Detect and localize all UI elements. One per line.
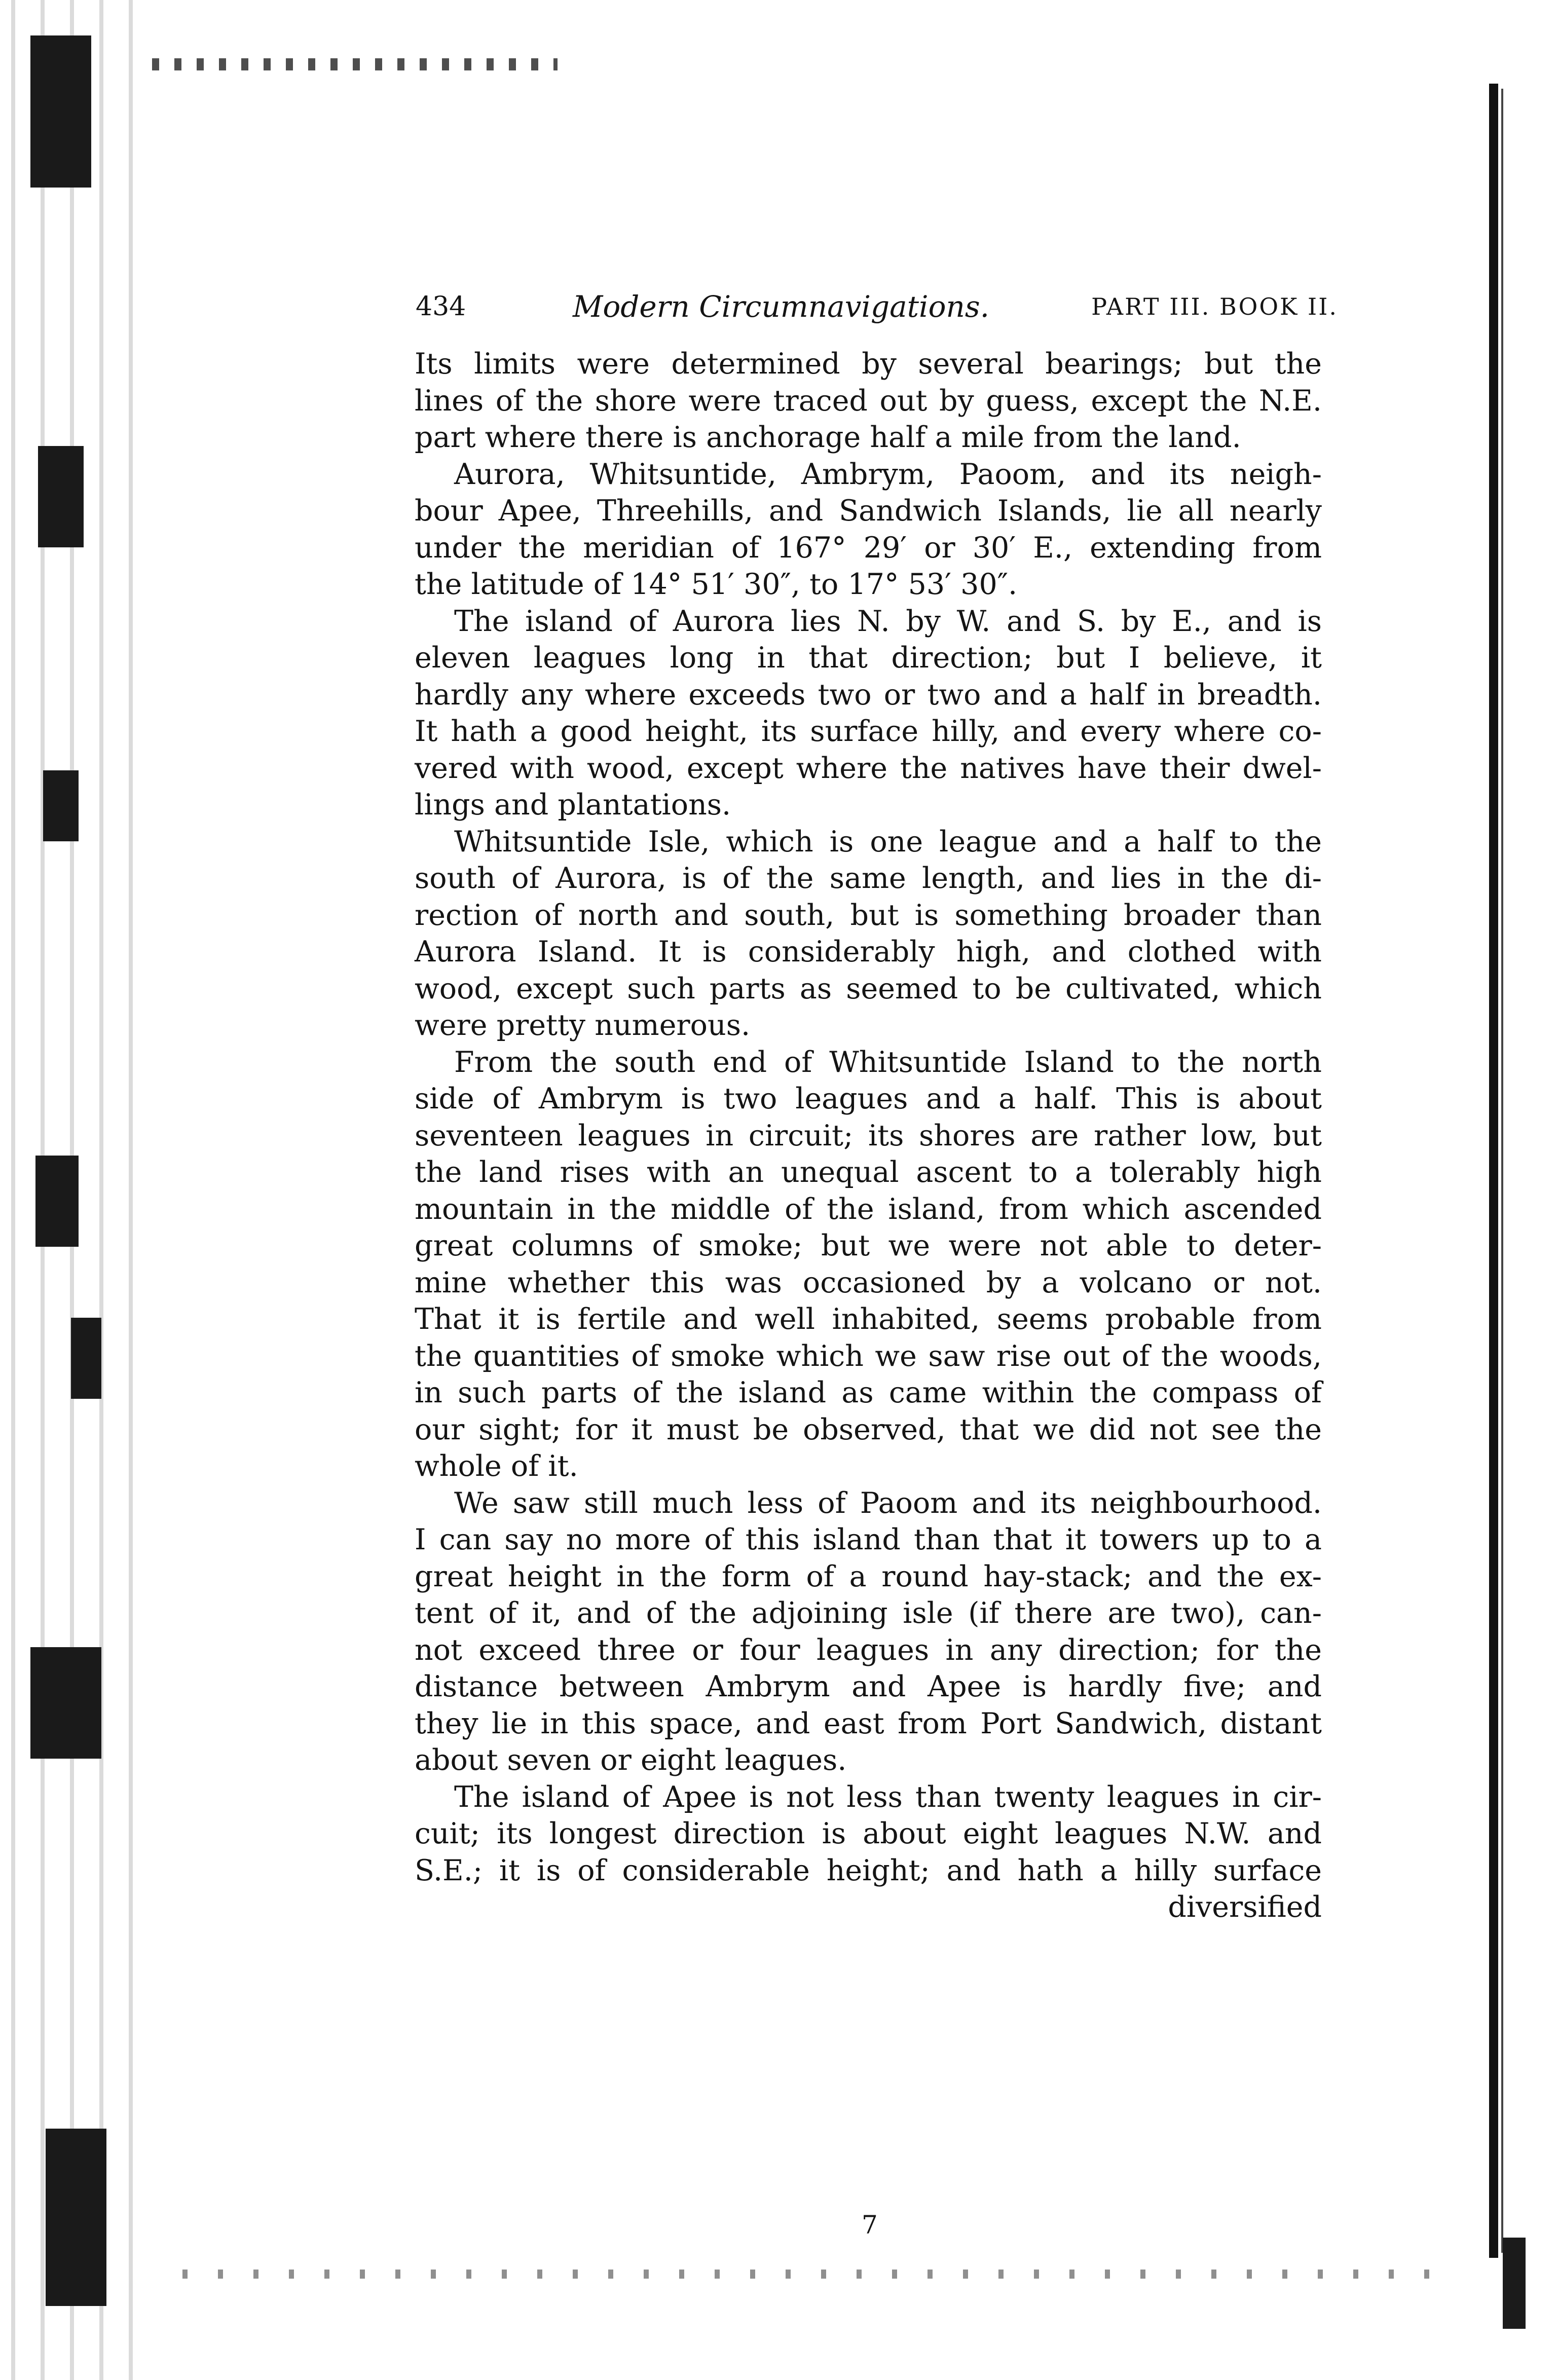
text-line: lings and plantations. <box>415 788 731 822</box>
text-line: about seven or eight leagues. <box>415 1743 847 1777</box>
text-line: rection of north and south, but is something broader than <box>415 898 1322 932</box>
text-line: under the meridian of 167° 29′ or 30′ E., extending from <box>415 531 1322 565</box>
text-line: they lie in this space, and east from Port Sandwich, distant <box>415 1706 1322 1740</box>
text-line: lines of the shore were traced out by guess, except the N.E. <box>415 384 1322 418</box>
text-line: I can say no more of this island than that it towers up to a <box>415 1523 1322 1556</box>
text-line: mountain in the middle of the island, from which ascended <box>415 1192 1322 1226</box>
text-line: the latitude of 14° 51′ 30″, to 17° 53′ 30″. <box>415 568 1018 601</box>
text-line: Aurora, Whitsuntide, Ambrym, Paoom, and its neigh- <box>454 457 1322 491</box>
text-line: not exceed three or four leagues in any direction; for the <box>415 1633 1322 1667</box>
body-text <box>415 346 1322 1926</box>
scan-artifact-block <box>30 1647 101 1759</box>
text-line: south of Aurora, is of the same length, and lies in the di- <box>415 862 1322 895</box>
text-line: seventeen leagues in circuit; its shores are rather low, but <box>415 1119 1322 1152</box>
text-line: part where there is anchorage half a mile from the land. <box>415 421 1241 454</box>
scan-artifact-block <box>46 2129 106 2306</box>
text-line: The island of Apee is not less than twenty leagues in cir- <box>454 1780 1322 1814</box>
text-line: cuit; its longest direction is about eight leagues N.W. and <box>415 1817 1322 1850</box>
scan-artifact-block <box>71 1318 101 1399</box>
text-line: tent of it, and of the adjoining isle (if there are two), can- <box>415 1596 1322 1630</box>
page-edge-line <box>1501 89 1503 2253</box>
text-line: whole of it. <box>415 1449 578 1483</box>
catchword: diversified <box>1168 1890 1322 1924</box>
scan-artifact-dots <box>152 58 558 70</box>
scan-artifact-block <box>30 35 91 188</box>
text-line: the land rises with an unequal ascent to a tolerably high <box>415 1156 1322 1189</box>
page-edge-line <box>1489 84 1498 2258</box>
running-head <box>416 284 1338 329</box>
text-line: The island of Aurora lies N. by W. and S. by E., and is <box>454 604 1322 638</box>
text-line: the quantities of smoke which we saw rise out of the woods, <box>415 1339 1322 1373</box>
text-line: were pretty numerous. <box>415 1009 751 1042</box>
text-line: S.E.; it is of considerable height; and hath a hilly surface <box>415 1853 1322 1887</box>
text-line: From the south end of Whitsuntide Island to the north <box>454 1045 1322 1079</box>
text-line: in such parts of the island as came within the compass of <box>415 1376 1322 1409</box>
scan-artifact-block <box>43 770 79 841</box>
text-line: That it is fertile and well inhabited, seems probable from <box>415 1303 1322 1336</box>
text-line: our sight; for it must be observed, that we did not see the <box>415 1412 1322 1446</box>
text-line: bour Apee, Threehills, and Sandwich Islands, lie all nearly <box>415 494 1322 528</box>
text-line: Aurora Island. It is considerably high, and clothed with <box>415 935 1322 969</box>
text-line: eleven leagues long in that direction; but I believe, it <box>415 641 1322 675</box>
signature-mark: 7 <box>862 2210 878 2240</box>
text-line: mine whether this was occasioned by a volcano or not. <box>415 1266 1322 1299</box>
text-line: great columns of smoke; but we were not able to deter- <box>415 1229 1322 1262</box>
text-line: We saw still much less of Paoom and its neighbourhood. <box>454 1486 1322 1520</box>
scan-artifact-block <box>38 446 84 547</box>
text-line: Whitsuntide Isle, which is one league and a half to the <box>454 825 1322 859</box>
running-title: Modern Circumnavigations. <box>573 289 990 324</box>
section-marker: PART III. BOOK II. <box>1091 293 1338 320</box>
text-line: side of Ambrym is two leagues and a half. This is about <box>415 1082 1322 1115</box>
page-number: 434 <box>416 291 466 322</box>
text-line: great height in the form of a round hay-stack; and the ex- <box>415 1559 1322 1593</box>
text-line: hardly any where exceeds two or two and a half in breadth. <box>415 678 1322 712</box>
text-line: Its limits were determined by several bearings; but the <box>415 347 1322 381</box>
scan-artifact-dots <box>182 2270 1450 2279</box>
scan-artifact-block <box>35 1156 79 1247</box>
text-line: wood, except such parts as seemed to be cultivated, which <box>415 972 1322 1006</box>
text-line: distance between Ambrym and Apee is hardly five; and <box>415 1670 1322 1703</box>
text-line: vered with wood, except where the natives have their dwel- <box>415 751 1322 785</box>
scan-artifact-block <box>1503 2238 1526 2329</box>
text-line: It hath a good height, its surface hilly, and every where co- <box>415 715 1322 748</box>
